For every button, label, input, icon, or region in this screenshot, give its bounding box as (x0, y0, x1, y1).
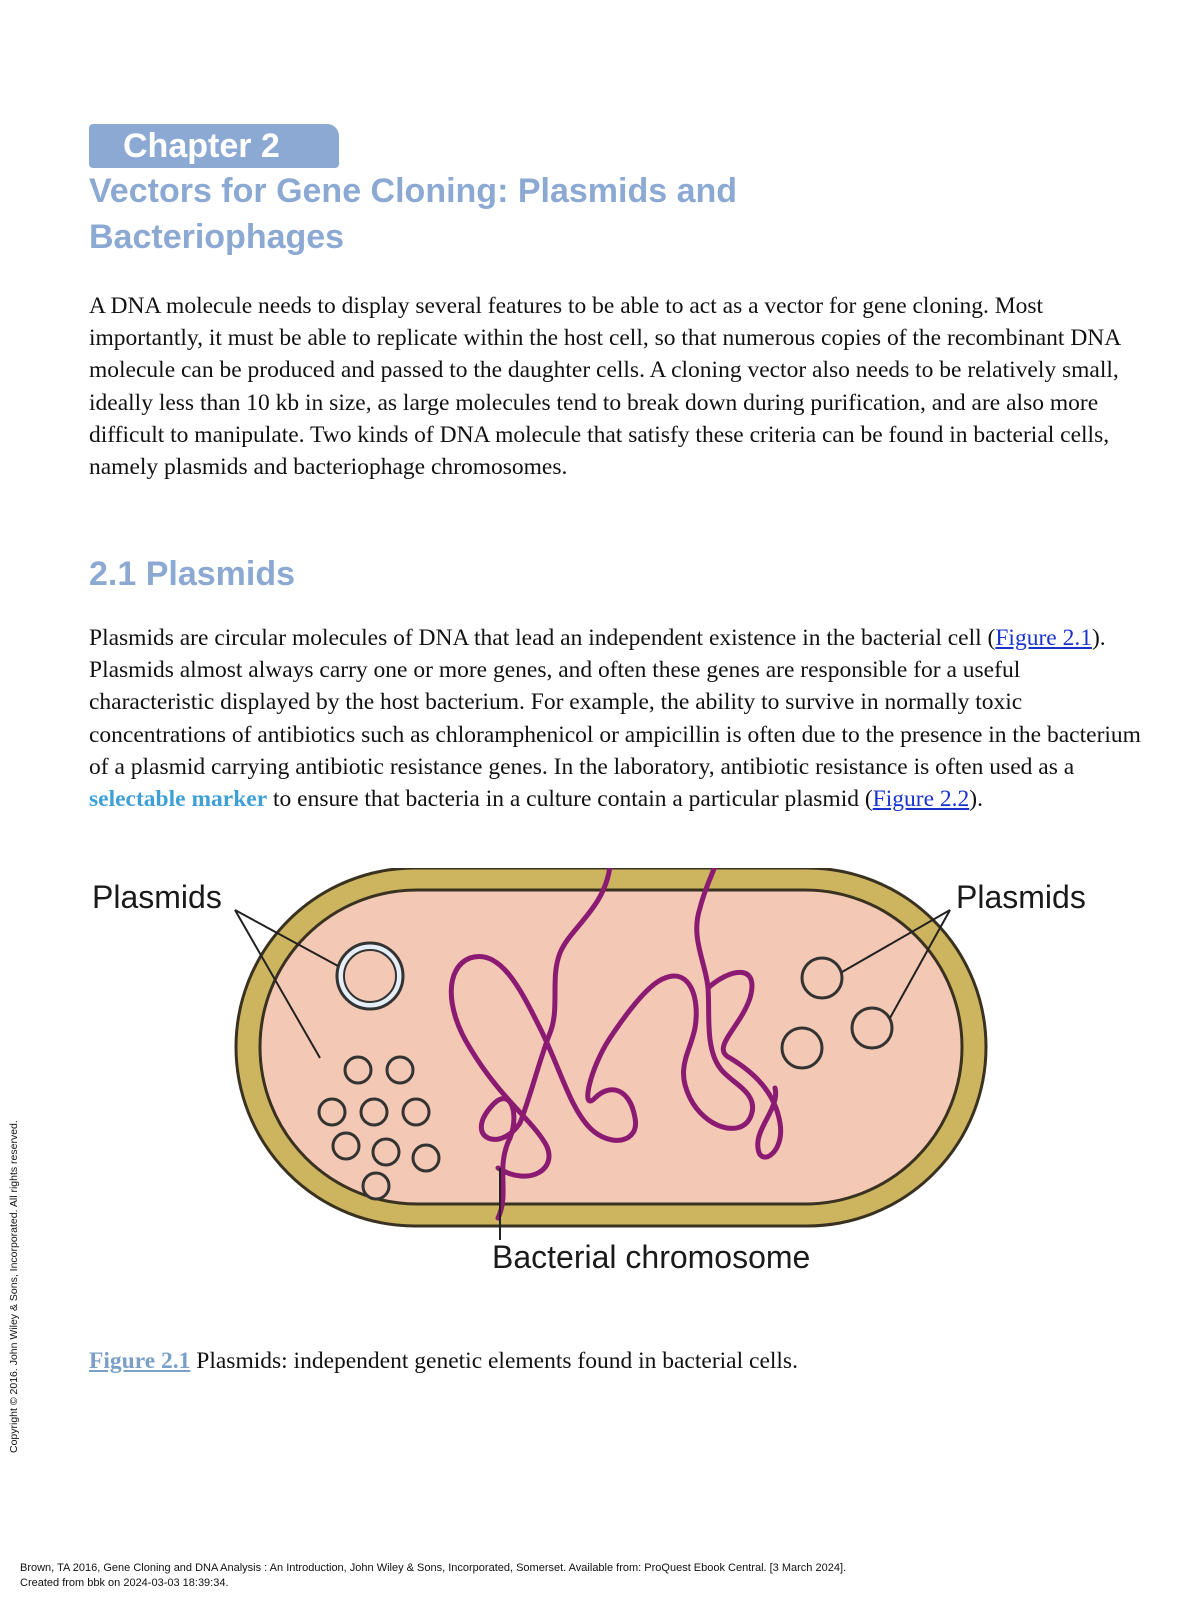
plasmids-text-1: Plasmids are circular molecules of DNA that lead an independent existence in the bacterial cell ( (89, 625, 996, 651)
selectable-marker-term[interactable]: selectable marker (89, 786, 268, 813)
caption-figure-link[interactable]: Figure 2.1 (89, 1348, 191, 1374)
label-plasmids-left: Plasmids (92, 879, 222, 915)
label-bacterial-chromosome: Bacterial chromosome (492, 1239, 811, 1275)
intro-paragraph: A DNA molecule needs to display several features to be able to act as a vector for gene cloning. Most importantly, it must be able to replicate within the host cell, so that numerous copies of the recombinant DNA molecule can be produced and passed to the daughter cells. A cloning vector also needs to be relatively small, ideally less than 10 kb in size, as large molecules tend to break down during purification, and are also more difficult to manipulate. Two kinds of DNA molecule that satisfy these criteria can be found in bacterial cells, namely plasmids and bacteriophage chromosomes. (89, 293, 1120, 481)
plasmid-small (361, 1099, 387, 1125)
plasmid-small (319, 1099, 345, 1125)
plasmid-small (373, 1139, 399, 1165)
cell-cytoplasm (260, 890, 962, 1204)
plasmid-small (333, 1133, 359, 1159)
plasmids-text-4: ). (969, 786, 983, 813)
plasmid-small (403, 1099, 429, 1125)
caption-text: Plasmids: independent genetic elements found in bacterial cells. (190, 1348, 798, 1374)
label-plasmids-right: Plasmids (956, 879, 1086, 915)
plasmid-small (413, 1145, 439, 1171)
footer-citation: Brown, TA 2016, Gene Cloning and DNA Analysis : An Introduction, John Wiley & Sons, Incorporated, Somerset. Available from: ProQuest Ebook Central. [3 March 2024]. (20, 1562, 847, 1574)
plasmid-medium (802, 958, 842, 998)
plasmid-small (345, 1057, 371, 1083)
footer (20, 1561, 1180, 1591)
plasmid-small (363, 1173, 389, 1199)
figure-2-1-link[interactable]: Figure 2.1 (995, 625, 1092, 651)
figure-2-2-link[interactable]: Figure 2.2 (872, 786, 970, 813)
plasmid-small (387, 1057, 413, 1083)
plasmids-text-2: ). Plasmids almost always carry one or more genes, and often these genes are responsible for a useful characteristic displayed by the host bacterium. For example, the ability to survive in normally toxic concentrations of antibiotics such as chloramphenicol or ampicillin is often due to the presence in the bacterium of a plasmid carrying antibiotic resistance genes. In the laboratory, antibiotic resistance is often used as a (89, 625, 1141, 780)
footer-created: Created from bbk on 2024-03-03 18:39:34. (20, 1577, 229, 1589)
chapter-badge: Chapter 2 (89, 124, 339, 168)
plasmid-medium (782, 1028, 822, 1068)
copyright-notice: Copyright © 2016. John Wiley & Sons, Incorporated. All rights reserved. (8, 1120, 20, 1453)
figure-caption (89, 1345, 798, 1377)
section-heading: 2.1 Plasmids (89, 555, 296, 593)
plasmid-medium (852, 1008, 892, 1048)
plasmids-paragraph (89, 622, 1149, 815)
plasmid-large-inner (344, 950, 396, 1002)
bacterial-cell-figure (90, 868, 1130, 1328)
plasmids-text-3: to ensure that bacteria in a culture contain a particular plasmid ( (267, 786, 873, 813)
chapter-title: Vectors for Gene Cloning: Plasmids and Bacteriophages (89, 172, 738, 256)
